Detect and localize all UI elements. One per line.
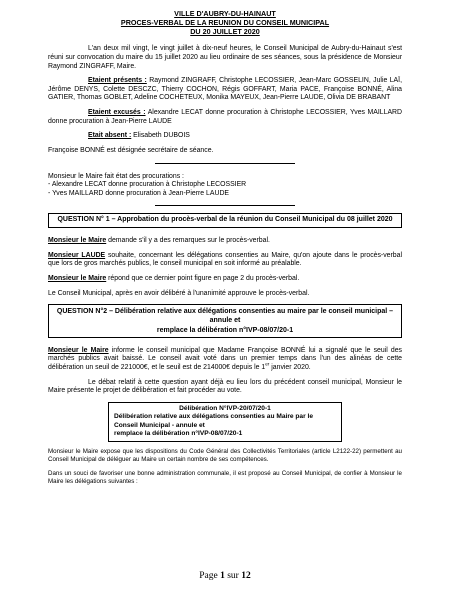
header-town: VILLE D'AUBRY-DU-HAINAUT xyxy=(174,9,276,18)
deliberation-box xyxy=(108,402,342,442)
q1-speaker: Monsieur le Maire xyxy=(48,275,107,283)
page-total: 12 xyxy=(241,571,251,581)
presents-text: Raymond ZINGRAFF, Christophe LECOSSIER, Jean-Marc GOSSELIN, Julie LAÏ, Jérôme DENYS, Colette DESCZC, Thierry COCHON, Régis GOFFART, Maria PACE, Françoise BONNÉ, Alina GATIER, Thomas GOBLET, Adeline COCHETEUX, Monika MAYEUX, Jean-Pierre LAUDE, Olivia DE BRABANT xyxy=(48,77,402,102)
document-header xyxy=(48,10,402,36)
page-footer xyxy=(0,571,450,583)
question-2-title-line: remplace la délibération n°IVP-08/07/20-1 xyxy=(156,326,294,334)
q1-paragraph xyxy=(48,237,402,246)
absent-text: Elisabeth DUBOIS xyxy=(131,132,190,140)
intro-paragraph: L'an deux mil vingt, le vingt juillet à dix-neuf heures, le Conseil Municipal de Aubry-du-Hainaut s'est réuni sur convocation du maire du 15 juillet 2020 au lieu ordinaire de ses séances, sous la présidence de Monsieur Raymond ZINGRAFF, Maire. xyxy=(48,45,402,70)
procuration-item: - Yves MAILLARD donne procuration à Jean-Pierre LAUDE xyxy=(48,189,230,197)
q1-text: répond que ce dernier point figure en page 2 du procès-verbal. xyxy=(106,275,300,283)
procurations-intro: Monsieur le Maire fait état des procurations : xyxy=(48,172,184,180)
q2-exposition: Monsieur le Maire expose que les dispositions du Code Général des Collectivités Territoriales (article L2122-22) permettent au Conseil Municipal de déléguer au Maire un certain nombre de ses compétences. xyxy=(48,447,402,463)
presents-label: Etaient présents : xyxy=(88,77,147,85)
deliberation-title-line: remplace la délibération n°IVP-08/07/20-1 xyxy=(114,430,243,438)
q1-speaker: Monsieur LAUDE xyxy=(48,251,106,259)
superscript: er xyxy=(265,361,270,367)
secretaire-paragraph: Françoise BONNÉ est désignée secrétaire de séance. xyxy=(48,146,214,154)
question-1-title: QUESTION N° 1 – Approbation du procès-verbal de la réunion du Conseil Municipal du 08 juillet 2020 xyxy=(48,213,402,228)
q1-conclusion: Le Conseil Municipal, après en avoir délibéré à l'unanimité approuve le procès-verbal. xyxy=(48,289,310,297)
absent-paragraph xyxy=(48,132,402,141)
q2-paragraph xyxy=(48,347,402,373)
excuses-text: Alexandre LECAT donne procuration à Christophe LECOSSIER, Yves MAILLARD donne procuration à Jean-Pierre LAUDE xyxy=(48,109,402,125)
q2-paragraph: Le débat relatif à cette question ayant déjà eu lieu lors du précédent conseil municipal, Monsieur le Maire présente le projet de délibération et fait procéder au vote. xyxy=(48,378,402,395)
q2-text: informe le conseil municipal que Madame Françoise BONNÉ lui a signalé que le seuil des marchés publics avait baissé. Le conseil avait voté dans un premier temps dans l'un des alinéas de cette délibération un seuil de 221000€, et le seuil est de 214000€ depuis le 1 xyxy=(48,346,402,371)
deliberation-title-line: Délibération relative aux délégations consenties au Maire par le Conseil Municipal - annule et xyxy=(114,413,313,429)
deliberation-number: Délibération N°IVP-20/07/20-1 xyxy=(179,404,271,412)
page-number: 1 xyxy=(220,571,225,581)
q1-paragraph xyxy=(48,275,402,284)
absent-label: Etait absent : xyxy=(88,132,132,140)
question-2-title xyxy=(48,304,402,337)
header-date: DU 20 JUILLET 2020 xyxy=(190,26,260,36)
q1-paragraph xyxy=(48,252,402,269)
page-label: Page xyxy=(199,571,221,581)
q2-speaker: Monsieur le Maire xyxy=(48,346,109,354)
header-title: PROCES-VERBAL DE LA REUNION DU CONSEIL MUNICIPAL xyxy=(120,17,330,27)
page-of-label: sur xyxy=(224,571,242,581)
excuses-paragraph xyxy=(48,109,402,126)
q2-proposal: Dans un souci de favoriser une bonne administration communale, il est proposé au Conseil Municipal, de confier à Monsieur le Maire les délégations suivantes : xyxy=(48,469,402,485)
presents-paragraph xyxy=(48,77,402,103)
q1-speaker: Monsieur le Maire xyxy=(48,237,107,245)
excuses-label: Etaient excusés : xyxy=(88,109,146,117)
q2-text: janvier 2020. xyxy=(269,363,311,371)
question-2-title-line: QUESTION N°2 – Délibération relative aux délégations consenties au maire par le conseil municipal – annule et xyxy=(56,308,394,325)
q1-text: demande s'il y a des remarques sur le procès-verbal. xyxy=(106,237,270,245)
procuration-item: - Alexandre LECAT donne procuration à Christophe LECOSSIER xyxy=(48,181,247,189)
q1-text: souhaite, concernant les délégations consenties au Maire, qu'on ajoute dans le procès-verbal que lors de gros marchés publics, le conseil municipal en soit informé au préalable. xyxy=(48,251,402,268)
